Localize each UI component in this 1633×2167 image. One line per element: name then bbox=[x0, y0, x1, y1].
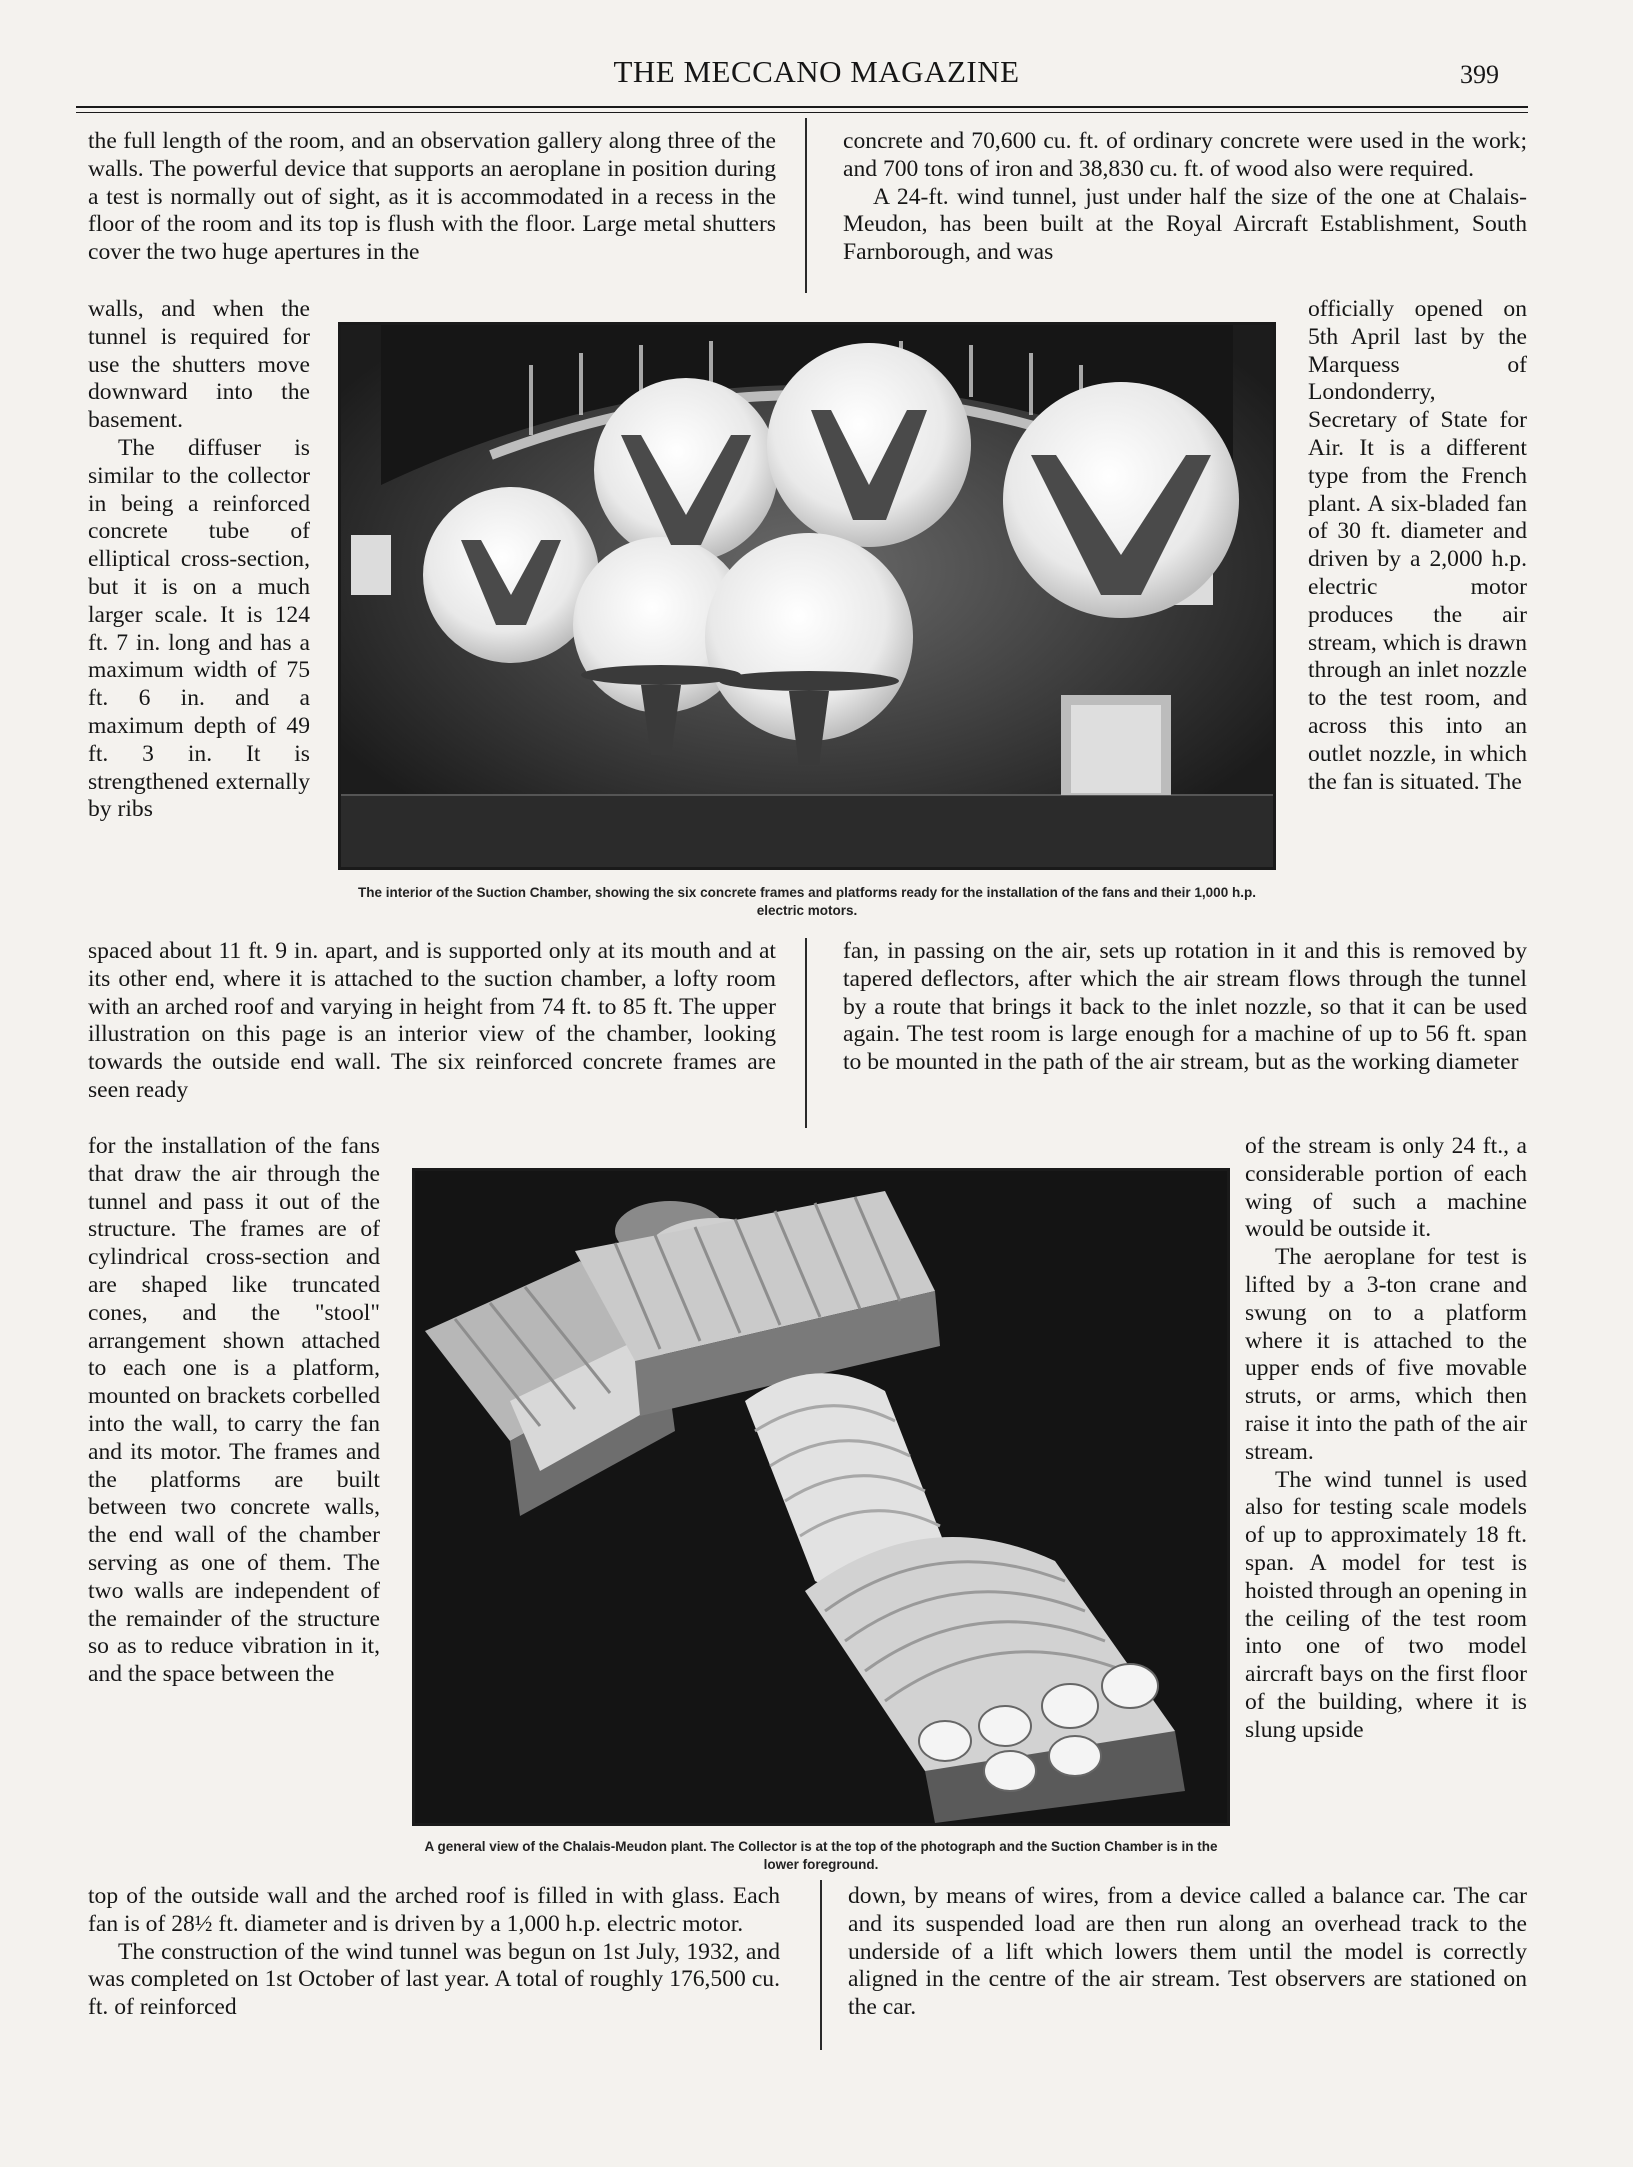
suction-chamber-illustration bbox=[341, 325, 1273, 867]
paragraph: the full length of the room, and an observation gallery along three of the walls. The powerful device that supports an aeroplane in position during a test is normally out of sight, as it is accommodated in a recess in the floor of the room and its top is flush with the floor. Large metal shutters cover the two huge apertures in the bbox=[88, 128, 776, 266]
paragraph: The wind tunnel is used also for testing scale models of up to approximately 18 ft. span. A model for test is hoisted through an opening in the ceiling of the test room into one of two model aircraft bays on the first floor of the building, where it is slung upside bbox=[1245, 1466, 1527, 1743]
header-rule bbox=[76, 106, 1528, 108]
right-column-bottom bbox=[848, 1883, 1527, 2022]
paragraph: A 24-ft. wind tunnel, just under half the size of the one at Chalais-Meudon, has been built at the Royal Aircraft Establishment, South Farnborough, and was bbox=[843, 183, 1527, 266]
paragraph: The aeroplane for test is lifted by a 3-ton crane and swung on to a platform where it is attached to the upper ends of five movable struts, or arms, which then raise it into the path of the air stream. bbox=[1245, 1244, 1527, 1465]
header-rule-thin bbox=[76, 112, 1528, 113]
paragraph: down, by means of wires, from a device called a balance car. The car and its suspended load are then run along an overhead track to the underside of a lift which lowers them until the model is correctly aligned in the centre of the air stream. Test observers are stationed on the car. bbox=[848, 1883, 1527, 2021]
paragraph: of the stream is only 24 ft., a considerable portion of each wing of such a machine would be outside it. bbox=[1245, 1133, 1527, 1243]
page-number: 399 bbox=[1460, 60, 1499, 89]
left-column-middle bbox=[88, 938, 776, 1105]
paragraph: concrete and 70,600 cu. ft. of ordinary concrete were used in the work; and 700 tons of iron and 38,830 cu. ft. of wood also were required. bbox=[843, 128, 1527, 182]
paragraph: spaced about 11 ft. 9 in. apart, and is supported only at its mouth and at its other end, where it is attached to the suction chamber, a lofty room with an arched roof and varying in height from 74 ft. to 85 ft. The upper illustration on this page is an interior view of the chamber, looking towards the outside end wall. The six reinforced concrete frames are seen ready bbox=[88, 938, 776, 1103]
paragraph: officially opened on 5th April last by the Marquess of Londonderry, Secretary of State for Air. It is a different type from the French plant. A six-bladed fan of 30 ft. diameter and driven by a 2,000 h.p. electric motor produces the air stream, which is drawn through an inlet nozzle to the test room, and across this into an outlet nozzle, in which the fan is situated. The bbox=[1308, 296, 1527, 795]
right-column-middle bbox=[843, 938, 1527, 1077]
paragraph: walls, and when the tunnel is required for use the shutters move downward into the basement. bbox=[88, 296, 310, 434]
paragraph: fan, in passing on the air, sets up rotation in it and this is removed by tapered deflectors, after which the air stream flows through the tunnel by a route that brings it back to the inlet nozzle, so that it can be used again. The test room is large enough for a machine of up to 56 ft. span to be mounted in the path of the air stream, but as the working diameter bbox=[843, 938, 1527, 1076]
right-column-narrow-2 bbox=[1245, 1133, 1527, 1745]
left-column-top bbox=[88, 128, 776, 267]
suction-chamber-photo bbox=[338, 322, 1276, 870]
right-column-narrow bbox=[1308, 296, 1527, 796]
left-column-narrow-2 bbox=[88, 1133, 380, 1689]
paragraph: for the installation of the fans that draw the air through the tunnel and pass it out of the structure. The frames are of cylindrical cross-section and are shaped like truncated cones, and the "stool" arrangement shown attached to each one is a platform, mounted on brackets corbelled into the wall, to carry the fan and its motor. The frames and the platforms are built between two concrete walls, the end wall of the chamber serving as one of them. The two walls are independent of the remainder of the structure so as to reduce vibration in it, and the space between the bbox=[88, 1133, 380, 1688]
plant-model-photo bbox=[412, 1168, 1230, 1826]
plant-model-illustration bbox=[415, 1171, 1227, 1823]
column-divider-middle bbox=[805, 938, 807, 1128]
page-header-title: THE MECCANO MAGAZINE bbox=[613, 54, 1020, 89]
right-column-top bbox=[843, 128, 1527, 267]
suction-chamber-caption: The interior of the Suction Chamber, showing the six concrete frames and platforms ready for the installation of the fans and their 1,000 h.p. electric motors. bbox=[358, 885, 1256, 918]
plant-model-caption: A general view of the Chalais-Meudon plant. The Collector is at the top of the photograph and the Suction Chamber is in the lower foreground. bbox=[424, 1839, 1218, 1872]
column-divider-bottom bbox=[820, 1880, 822, 2050]
left-column-bottom bbox=[88, 1883, 780, 2022]
paragraph: The diffuser is similar to the collector in being a reinforced concrete tube of elliptical cross-section, but it is on a much larger scale. It is 124 ft. 7 in. long and has a maximum width of 75 ft. 6 in. and a maximum depth of 49 ft. 3 in. It is strengthened externally by ribs bbox=[88, 434, 310, 823]
column-divider-top bbox=[805, 118, 807, 293]
left-column-narrow bbox=[88, 296, 310, 824]
paragraph: The construction of the wind tunnel was begun on 1st July, 1932, and was completed on 1st October of last year. A total of roughly 176,500 cu. ft. of reinforced bbox=[88, 1938, 780, 2021]
paragraph: top of the outside wall and the arched roof is filled in with glass. Each fan is of 28½ ft. diameter and is driven by a 1,000 h.p. electric motor. bbox=[88, 1883, 780, 1937]
